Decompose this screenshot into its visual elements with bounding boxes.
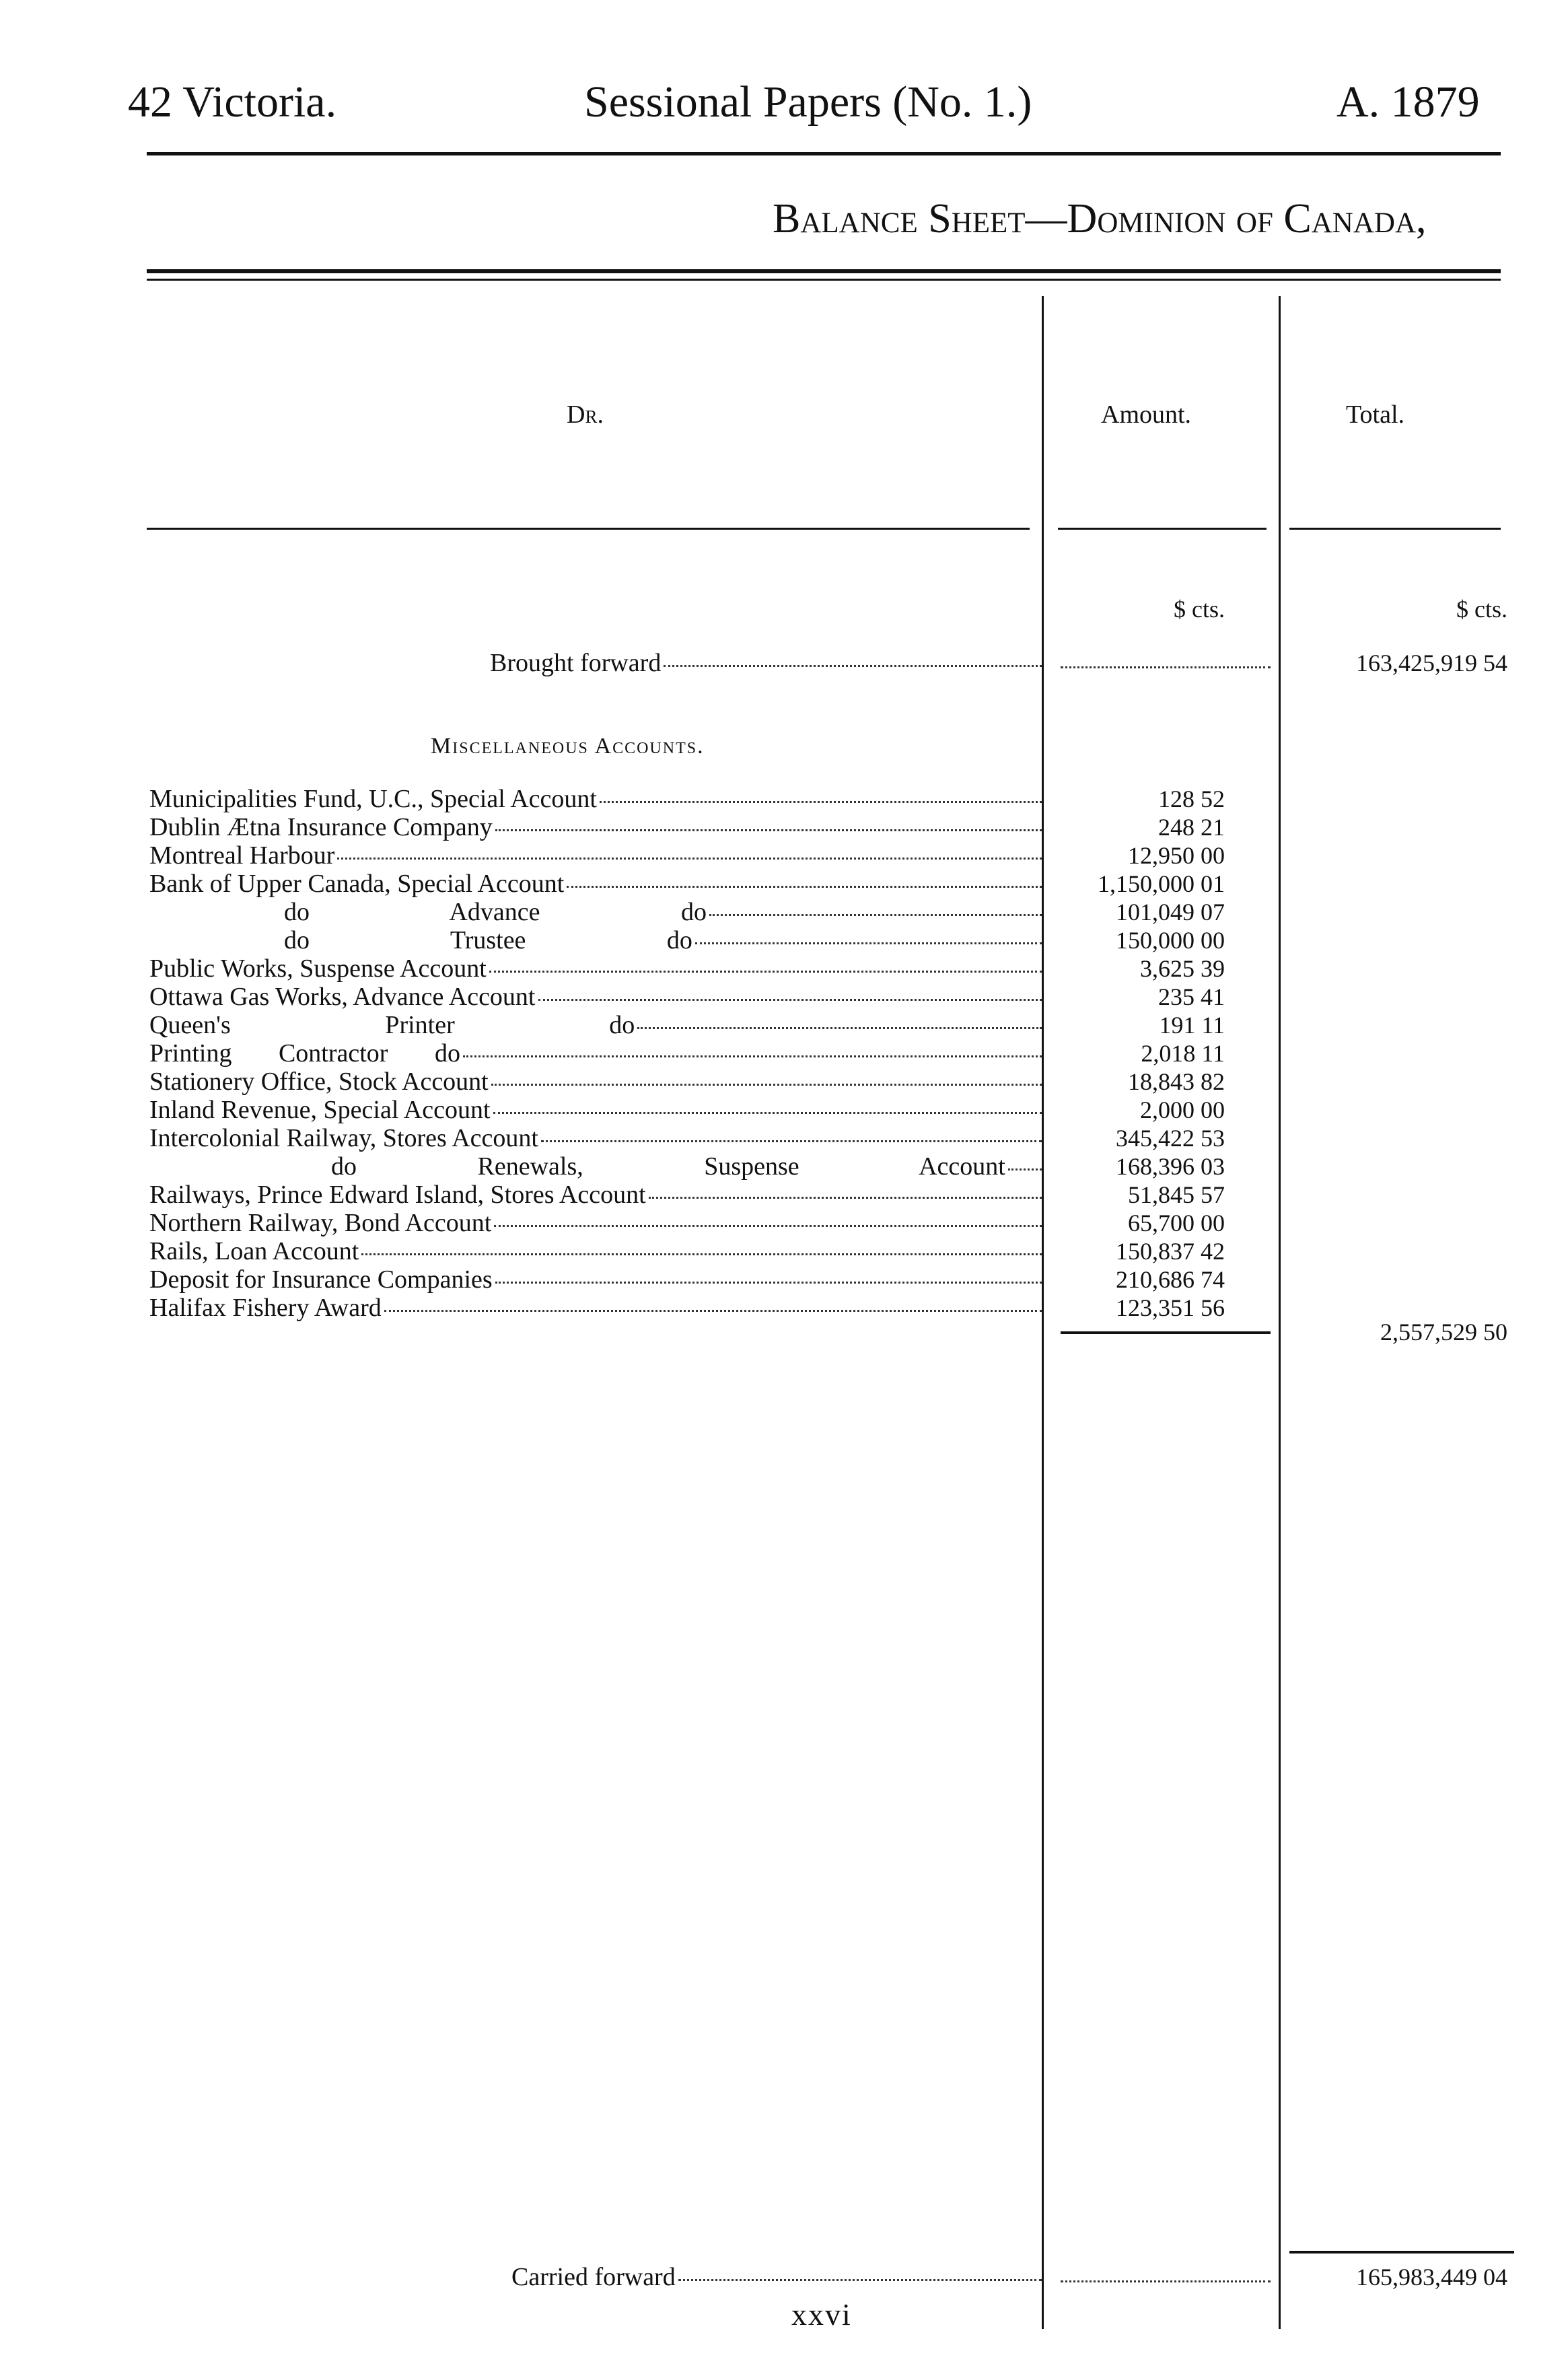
leader-dots (538, 984, 1042, 1001)
row-label: Montreal Harbour (149, 841, 335, 870)
column-header-rule-total (1289, 528, 1501, 530)
ledger-row (149, 1011, 1044, 1039)
row-label: Stationery Office, Stock Account (149, 1068, 489, 1096)
leader-dots (695, 928, 1042, 944)
row-amount: 2,018 11 (1141, 1040, 1225, 1067)
ledger-row (149, 1209, 1044, 1237)
leader-dots (463, 1041, 1042, 1057)
header-series: Sessional Papers (No. 1.) (584, 77, 1032, 127)
row-amount: 191 11 (1159, 1012, 1225, 1039)
row-amount: 210,686 74 (1116, 1266, 1225, 1293)
leader-dots (493, 1097, 1042, 1114)
ledger-row (149, 1265, 1044, 1294)
ledger-row (149, 785, 1044, 813)
leader-dots (361, 1238, 1042, 1255)
ledger-row (149, 870, 1044, 898)
leader-dots (709, 899, 1042, 916)
ledger-row (149, 954, 1044, 983)
leader-dots (495, 1267, 1042, 1284)
row-label: Rails, Loan Account (149, 1237, 359, 1265)
page-number: xxvi (791, 2297, 852, 2332)
ledger-row (149, 1096, 1044, 1124)
total-rule (1289, 2251, 1514, 2253)
leader-dots (567, 871, 1042, 888)
ledger-row (149, 898, 1044, 926)
title-rule-bottom (147, 279, 1501, 281)
sum-rule (1061, 1331, 1271, 1334)
row-amount: 150,837 42 (1116, 1238, 1225, 1265)
row-amount: 123,351 56 (1116, 1294, 1225, 1321)
row-label: Dublin Ætna Insurance Company (149, 813, 493, 841)
leader-dots (491, 1069, 1042, 1086)
header-volume: 42 Victoria. (128, 77, 337, 127)
ledger-row (149, 1294, 1044, 1322)
ledger-row (149, 841, 1044, 870)
row-label: Bank of Upper Canada, Special Account (149, 870, 565, 898)
header-rule (147, 152, 1501, 155)
leader-dots (494, 1210, 1042, 1227)
row-label: Municipalities Fund, U.C., Special Account (149, 785, 597, 813)
row-amount: 3,625 39 (1140, 955, 1225, 982)
row-label: Inland Revenue, Special Account (149, 1096, 491, 1124)
ledger-row (149, 983, 1044, 1011)
column-header-rule-amount (1058, 528, 1267, 530)
row-label: Deposit for Insurance Companies (149, 1265, 493, 1294)
leader-dots (649, 1182, 1042, 1199)
column-header-amount: Amount. (1101, 400, 1192, 429)
leader-dots (1008, 1154, 1042, 1170)
title-rule-top (147, 269, 1501, 273)
amount-leader-dots (1061, 2252, 1271, 2282)
leader-dots (384, 1295, 1042, 1312)
row-label: Printing Contractor do (149, 1039, 460, 1068)
ledger-row (149, 1068, 1044, 1096)
ledger-row (149, 813, 1044, 841)
header-year: A. 1879 (1337, 77, 1480, 127)
brought-forward-row (490, 649, 1044, 677)
row-amount: 128 52 (1158, 785, 1225, 812)
leader-dots (664, 650, 1042, 667)
row-label: Ottawa Gas Works, Advance Account (149, 983, 536, 1011)
row-label: Public Works, Suspense Account (149, 954, 487, 983)
row-label: do Trustee do (284, 926, 692, 954)
row-amount: 101,049 07 (1116, 899, 1225, 925)
leader-dots (600, 786, 1042, 803)
row-amount: 2,000 00 (1140, 1096, 1225, 1123)
brought-forward-label: Brought forward (490, 649, 662, 677)
total-units: $ cts. (1456, 596, 1507, 623)
ledger-row (149, 1039, 1044, 1068)
row-amount: 1,150,000 01 (1098, 870, 1225, 897)
row-amount: 12,950 00 (1128, 842, 1225, 869)
ledger-row (149, 1237, 1044, 1265)
row-amount: 345,422 53 (1116, 1125, 1225, 1152)
section-title: Miscellaneous Accounts. (431, 734, 705, 759)
row-label: Queen's Printer do (149, 1011, 635, 1039)
amount-units: $ cts. (1174, 596, 1225, 623)
carried-forward-total: 165,983,449 04 (1356, 2264, 1507, 2291)
ledger-row (149, 1152, 1044, 1181)
row-amount: 168,396 03 (1116, 1153, 1225, 1180)
leader-dots (489, 956, 1042, 973)
row-amount: 150,000 00 (1116, 927, 1225, 954)
row-amount: 51,845 57 (1128, 1181, 1225, 1208)
amount-leader-dots (1061, 638, 1271, 668)
leader-dots (637, 1012, 1042, 1029)
leader-dots (495, 814, 1042, 831)
row-amount: 65,700 00 (1128, 1210, 1225, 1236)
row-label: Intercolonial Railway, Stores Account (149, 1124, 538, 1152)
row-label: Railways, Prince Edward Island, Stores Account (149, 1181, 646, 1209)
row-amount: 235 41 (1158, 983, 1225, 1010)
row-label: Northern Railway, Bond Account (149, 1209, 492, 1237)
ledger-row (149, 1124, 1044, 1152)
carried-forward-row (511, 2263, 1044, 2291)
ledger-row (149, 1181, 1044, 1209)
page-title: Balance Sheet—Dominion of Canada, (773, 196, 1427, 242)
row-label: do Renewals, Suspense Account (331, 1152, 1005, 1181)
leader-dots (678, 2264, 1042, 2281)
leader-dots (541, 1125, 1042, 1142)
brought-forward-total: 163,425,919 54 (1356, 650, 1507, 676)
column-header-total: Total. (1346, 400, 1405, 429)
carried-forward-label: Carried forward (511, 2263, 676, 2291)
column-divider-total (1279, 296, 1281, 2329)
column-header-rule-desc (147, 528, 1030, 530)
row-amount: 248 21 (1158, 814, 1225, 841)
row-label: Halifax Fishery Award (149, 1294, 382, 1322)
row-label: do Advance do (284, 898, 707, 926)
section-total: 2,557,529 50 (1380, 1319, 1507, 1346)
row-amount: 18,843 82 (1128, 1068, 1225, 1095)
leader-dots (337, 843, 1042, 860)
column-header-dr: Dr. (567, 400, 604, 429)
ledger-row (149, 926, 1044, 954)
